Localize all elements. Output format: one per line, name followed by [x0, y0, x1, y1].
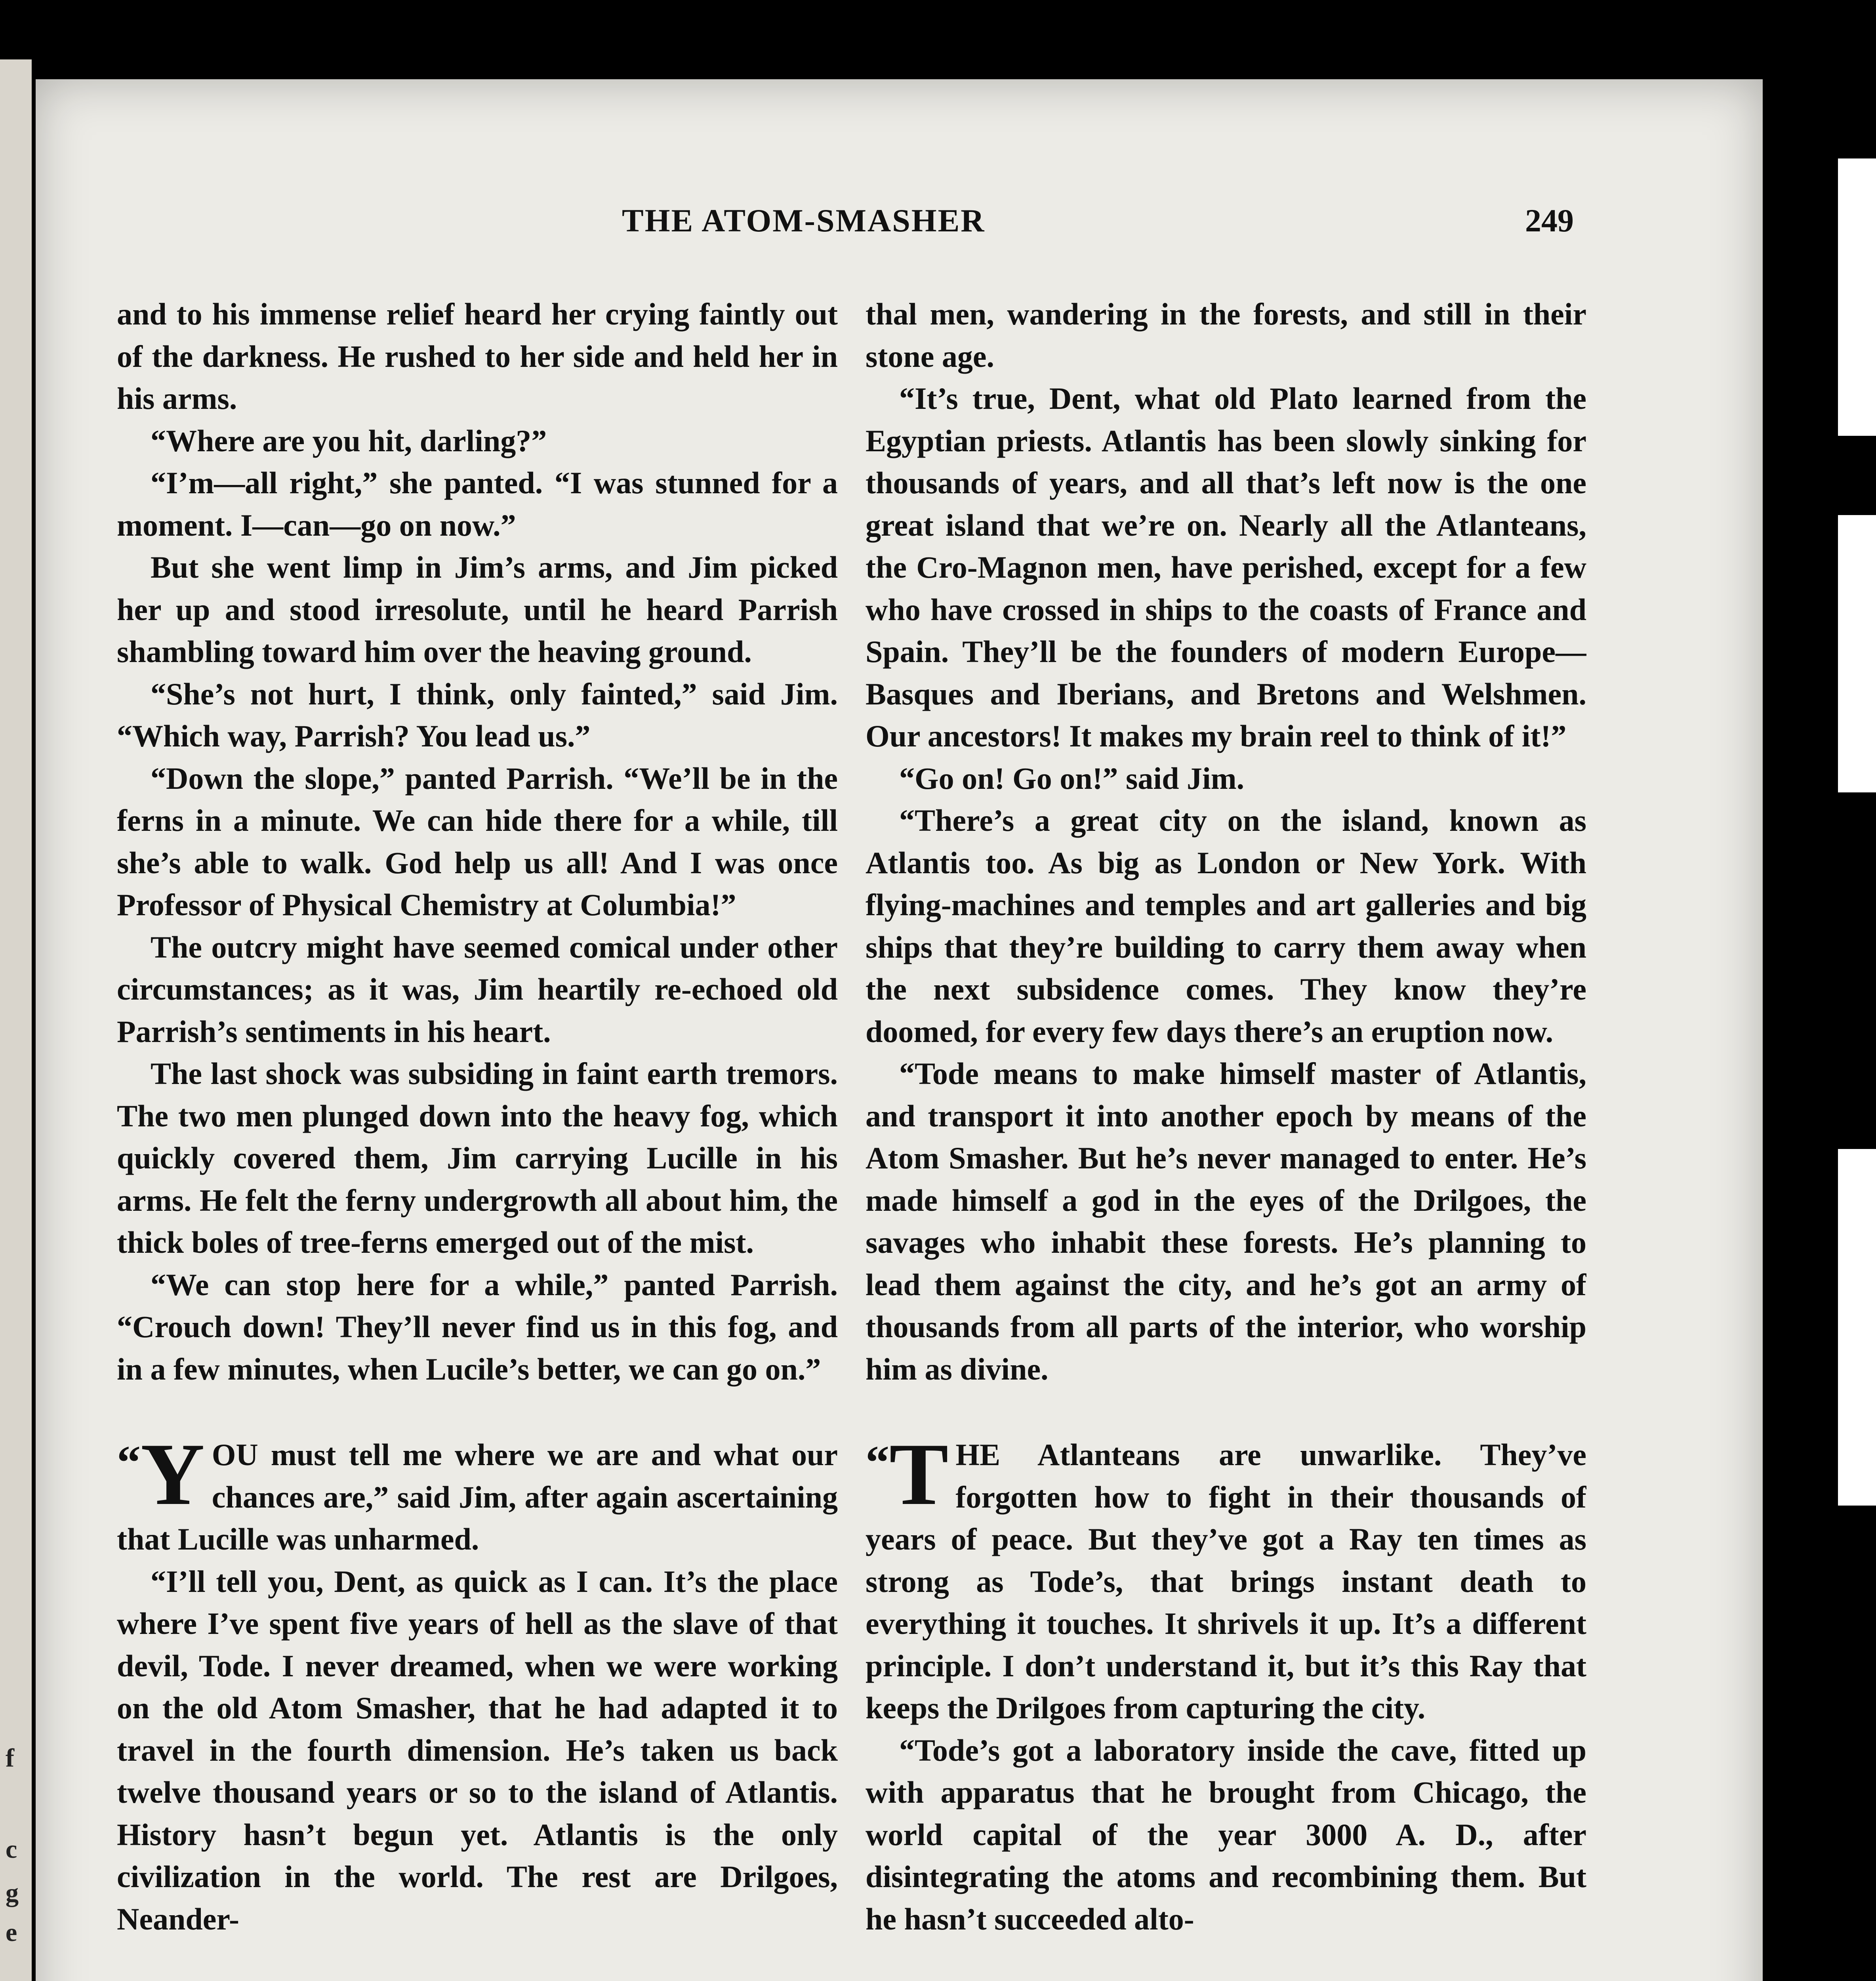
section-opening-text: OU must tell me where we are and what our chances are,” said Jim, after again ascertaining that Lucille was unharmed. [117, 1437, 838, 1556]
paragraph: “Where are you hit, darling?” [151, 423, 547, 458]
paragraph: “Tode’s got a laboratory inside the cave, fitted up with apparatus that he brought from Chicago, the world capital of the year 3000 A. D., after disintegrating the atoms and recombining them. But he hasn’t succeeded alto- [866, 1733, 1586, 1936]
drop-cap [117, 1425, 205, 1523]
right-column [866, 293, 1586, 1981]
next-page-text-fragment [1838, 158, 1876, 436]
next-page-text-fragment [1838, 515, 1876, 792]
drop-cap [866, 1425, 949, 1523]
section-opening-paragraph [866, 1425, 1586, 1729]
next-page-text-fragment [1838, 1149, 1876, 1506]
margin-fragment: c [6, 1835, 17, 1864]
facing-page-fragments [0, 1743, 32, 1981]
drop-cap-quote: “ [866, 1436, 889, 1489]
running-title: THE ATOM-SMASHER [622, 202, 986, 239]
drop-cap-letter: T [889, 1425, 949, 1523]
paragraph: “Tode means to make himself master of Atlantis, and transport it into another epoch by means of the Atom Smasher. But he’s never managed to enter. He’s made himself a god in the eyes of the Drilgoes, the savages who inhabit these forests. He’s planning to lead them against the city, and he’s got an army of thousands from all parts of the interior, who worship him as divine. [866, 1056, 1586, 1386]
drop-cap-letter: Y [141, 1425, 205, 1523]
paragraph: The last shock was subsiding in faint earth tremors. The two men plunged down into the heavy fog, which quickly covered them, Jim carrying Lucille in his arms. He felt the ferny undergrowth all about him, the thick boles of tree-ferns emerged out of the mist. [117, 1056, 838, 1260]
paragraph: and to his immense relief heard her crying faintly out of the darkness. He rushed to her side and held her in his arms. [117, 297, 838, 416]
paragraph: But she went limp in Jim’s arms, and Jim picked her up and stood irresolute, until he heard Parrish shambling toward him over the heaving ground. [117, 550, 838, 669]
paragraph: “There’s a great city on the island, known as Atlantis too. As big as London or New York. With flying-machines and temples and art galleries and big ships that they’re building to carry them away when the next subsidence comes. They know they’re doomed, for every few days there’s an eruption now. [866, 803, 1586, 1049]
section-break [117, 1390, 838, 1434]
drop-cap-quote: “ [117, 1436, 141, 1489]
paragraph: “Go on! Go on!” said Jim. [899, 761, 1245, 796]
left-column [117, 293, 838, 1981]
margin-fragment: g [6, 1878, 19, 1907]
paragraph: thal men, wandering in the forests, and still in their stone age. [866, 297, 1586, 374]
paragraph: “I’ll tell you, Dent, as quick as I can. It’s the place where I’ve spent five years of hell as the slave of that devil, Tode. I never dreamed, when we were working on the old Atom Smasher, that he had adapted it to travel in the fourth dimension. He’s taken us back twelve thousand years or so to the island of Atlantis. History hasn’t begun yet. Atlantis is the only civilization in the world. The rest are Drilgoes, Neander- [117, 1564, 838, 1936]
paragraph: “She’s not hurt, I think, only fainted,” said Jim. “Which way, Parrish? You lead us.” [117, 676, 838, 753]
margin-fragment: f [6, 1744, 14, 1773]
page-header [36, 202, 1763, 250]
paragraph: “It’s true, Dent, what old Plato learned from the Egyptian priests. Atlantis has been slowly sinking for thousands of years, and all that’s left now is the one great island that we’re on. Nearly all the Atlanteans, the Cro-Magnon men, have perished, except for a few who have crossed in ships to the coasts of France and Spain. They’ll be the founders of modern Europe—Basques and Iberians, and Bretons and Welshmen. Our ancestors! It makes my brain reel to think of it!” [866, 381, 1586, 753]
paragraph: “I’m—all right,” she panted. “I was stunned for a moment. I—can—go on now.” [117, 466, 838, 542]
paragraph: “We can stop here for a while,” panted Parrish. “Crouch down! They’ll never find us in this fog, and in a few minutes, when Lucile’s better, we can go on.” [117, 1267, 838, 1386]
margin-fragment: e [6, 1918, 17, 1947]
paragraph: “Down the slope,” panted Parrish. “We’ll be in the ferns in a minute. We can hide there for a while, till she’s able to walk. God help us all! And I was once Professor of Physical Chemistry at Columbia!” [117, 761, 838, 922]
magazine-page [36, 79, 1763, 1981]
section-break [866, 1390, 1586, 1434]
paragraph: The outcry might have seemed comical under other circumstances; as it was, Jim heartily re-echoed old Parrish’s sentiments in his heart. [117, 929, 838, 1049]
section-opening-text: HE Atlanteans are unwarlike. They’ve forgotten how to fight in their thousands of years of peace. But they’ve got a Ray ten times as strong as Tode’s, that brings instant death to everything it touches. It shrivels it up. It’s a different principle. I don’t understand it, but it’s this Ray that keeps the Drilgoes from capturing the city. [866, 1437, 1586, 1725]
page-number: 249 [1525, 202, 1574, 239]
next-page-edge [1763, 0, 1876, 1981]
facing-page-edge [0, 59, 32, 1981]
section-opening-paragraph [117, 1425, 838, 1561]
